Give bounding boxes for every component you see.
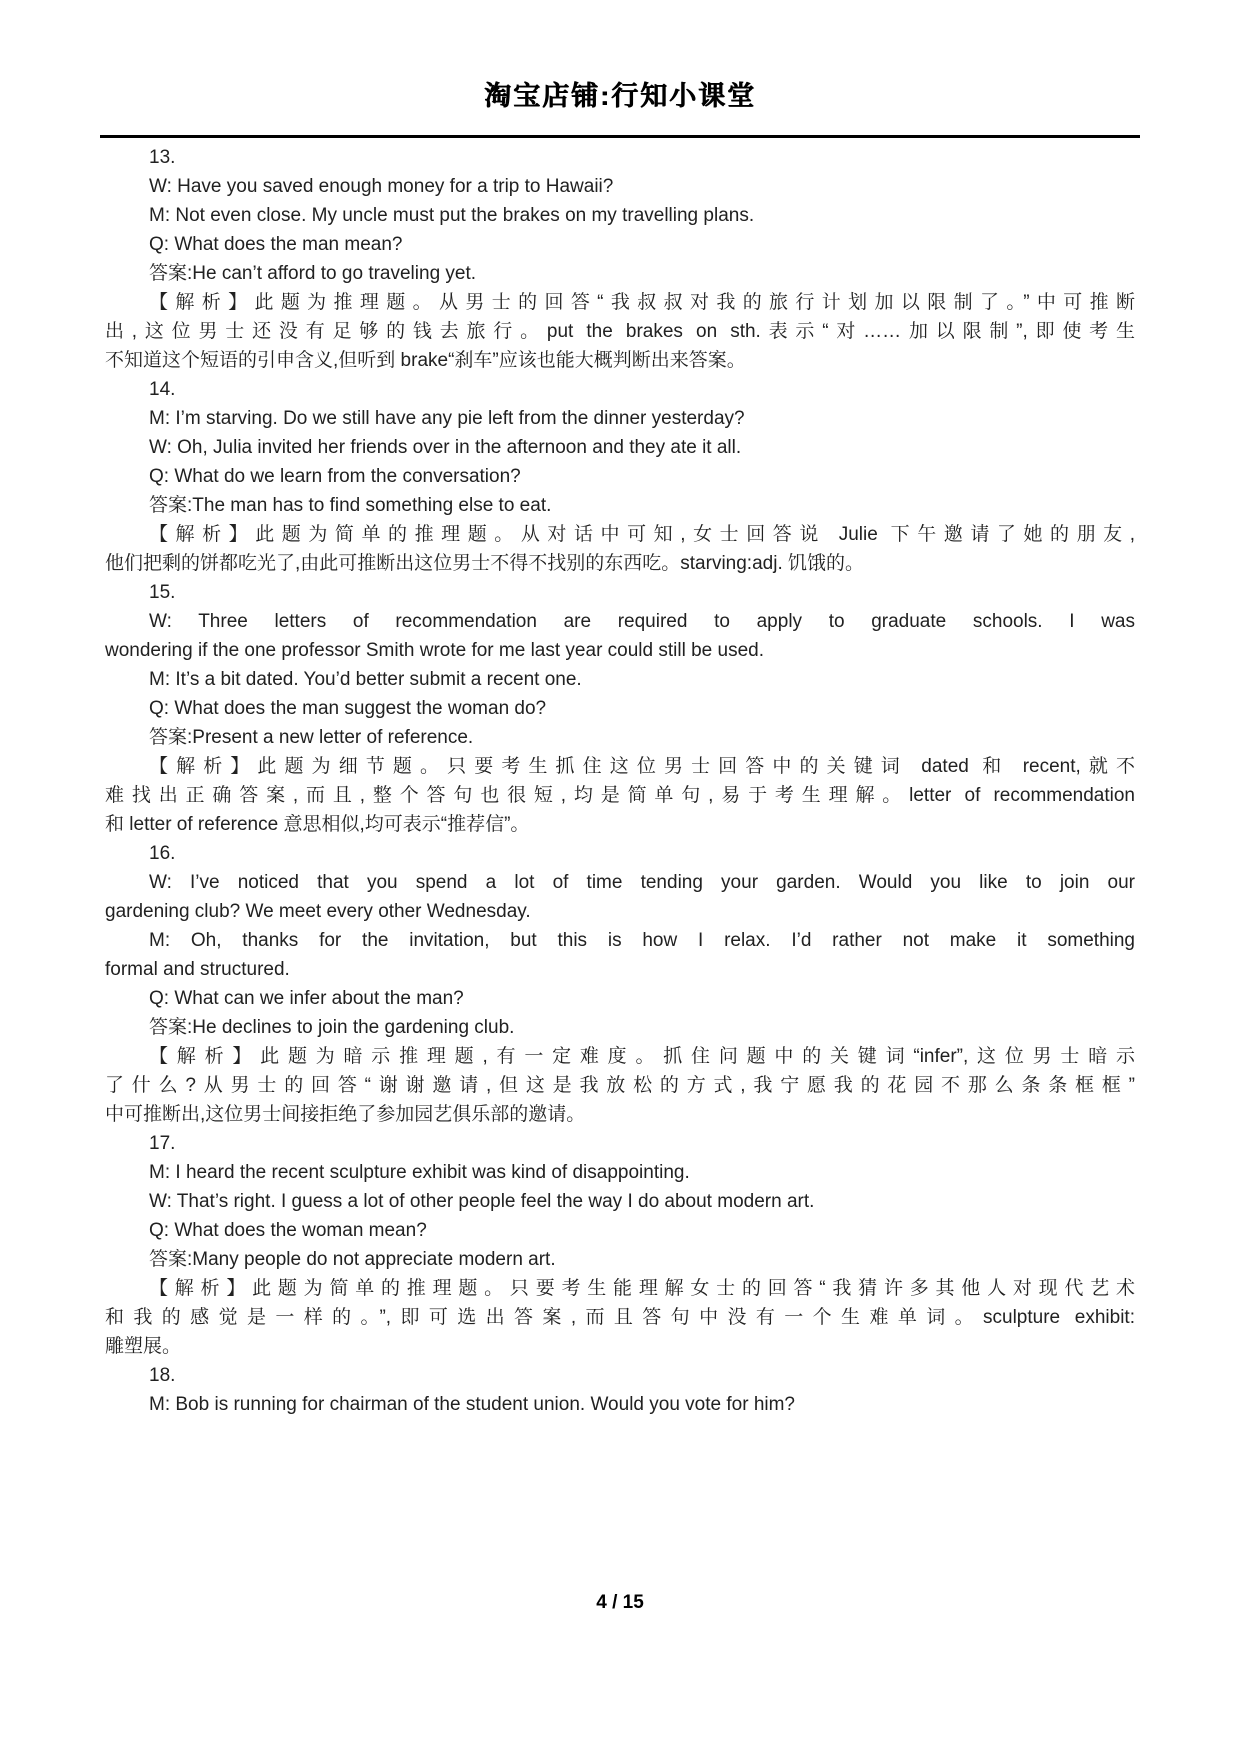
item-number: 15. [149, 582, 176, 603]
question-item-14 [105, 375, 1135, 578]
question-item-13 [105, 143, 1135, 375]
analysis-line: 不知道这个短语的引申含义,但听到 brake“刹车”应该也能大概判断出来答案。 [105, 350, 746, 371]
dialogue-line-m: M: Oh, thanks for the invitation, but this is how I relax. I’d rather not make it something [149, 930, 1135, 951]
analysis-line: 【解析】此题为推理题。从男士的回答“我叔叔对我的旅行计划加以限制了。”中可推断 [149, 292, 1135, 313]
item-number: 14. [149, 379, 176, 400]
question-item-16 [105, 839, 1135, 1129]
item-number: 18. [149, 1365, 176, 1386]
analysis-line: 【解析】此题为简单的推理题。从对话中可知,女士回答说 Julie 下午邀请了她的朋友, [149, 524, 1135, 545]
question-line: Q: What can we infer about the man? [149, 988, 464, 1009]
dialogue-line-w: W: Three letters of recommendation are required to apply to graduate schools. I was [149, 611, 1135, 632]
dialogue-line-w: W: That’s right. I guess a lot of other people feel the way I do about modern art. [149, 1191, 815, 1212]
answer-line: 答案:The man has to find something else to eat. [149, 495, 552, 516]
analysis-line: 出,这位男士还没有足够的钱去旅行。put the brakes on sth.表示“对……加以限制”,即使考生 [105, 321, 1135, 342]
answer-line: 答案:Many people do not appreciate modern art. [149, 1249, 556, 1270]
question-line: Q: What does the woman mean? [149, 1220, 427, 1241]
page-footer [0, 1592, 1240, 1614]
question-item-15 [105, 578, 1135, 839]
analysis-line: 难找出正确答案,而且,整个答句也很短,均是简单句,易于考生理解。letter of recommendation [105, 785, 1135, 806]
answer-line: 答案:He declines to join the gardening club. [149, 1017, 515, 1038]
question-item-17 [105, 1129, 1135, 1361]
page-header [0, 0, 1240, 138]
analysis-line: 【解析】此题为简单的推理题。只要考生能理解女士的回答“我猜许多其他人对现代艺术 [149, 1278, 1135, 1299]
answer-line: 答案:Present a new letter of reference. [149, 727, 474, 748]
dialogue-line-m: M: I heard the recent sculpture exhibit was kind of disappointing. [149, 1162, 690, 1183]
analysis-line: 和 letter of reference 意思相似,均可表示“推荐信”。 [105, 814, 530, 835]
item-number: 16. [149, 843, 176, 864]
question-line: Q: What does the man mean? [149, 234, 403, 255]
analysis-line: 他们把剩的饼都吃光了,由此可推断出这位男士不得不找别的东西吃。starving:adj. 饥饿的。 [105, 553, 865, 574]
analysis-line: 了什么?从男士的回答“谢谢邀请,但这是我放松的方式,我宁愿我的花园不那么条条框框” [105, 1075, 1135, 1096]
question-item-18 [105, 1361, 1135, 1419]
dialogue-line-w: wondering if the one professor Smith wrote for me last year could still be used. [105, 640, 764, 661]
analysis-line: 和我的感觉是一样的。”,即可选出答案,而且答句中没有一个生难单词。sculpture exhibit: [105, 1307, 1135, 1328]
question-line: Q: What does the man suggest the woman do? [149, 698, 547, 719]
dialogue-line-w: W: Oh, Julia invited her friends over in the afternoon and they ate it all. [149, 437, 742, 458]
dialogue-line-w: W: Have you saved enough money for a trip to Hawaii? [149, 176, 614, 197]
dialogue-line-w: W: I’ve noticed that you spend a lot of time tending your garden. Would you like to join our [149, 872, 1135, 893]
dialogue-line-m: M: I’m starving. Do we still have any pie left from the dinner yesterday? [149, 408, 745, 429]
page-number: 4 / 15 [596, 1592, 644, 1613]
dialogue-line-m: M: It’s a bit dated. You’d better submit a recent one. [149, 669, 582, 690]
analysis-line: 中可推断出,这位男士间接拒绝了参加园艺俱乐部的邀请。 [105, 1104, 586, 1125]
analysis-line: 【解析】此题为暗示推理题,有一定难度。抓住问题中的关键词“infer”,这位男士暗示 [149, 1046, 1135, 1067]
item-number: 13. [149, 147, 176, 168]
dialogue-line-w: gardening club? We meet every other Wednesday. [105, 901, 531, 922]
answer-line: 答案:He can’t afford to go traveling yet. [149, 263, 477, 284]
document-body [105, 143, 1135, 1419]
question-line: Q: What do we learn from the conversation? [149, 466, 521, 487]
analysis-line: 雕塑展。 [105, 1336, 182, 1357]
header-divider [100, 135, 1140, 138]
dialogue-line-m: M: Bob is running for chairman of the student union. Would you vote for him? [149, 1394, 795, 1415]
dialogue-line-m: formal and structured. [105, 959, 290, 980]
dialogue-line-m: M: Not even close. My uncle must put the brakes on my travelling plans. [149, 205, 755, 226]
item-number: 17. [149, 1133, 176, 1154]
analysis-line: 【解析】此题为细节题。只要考生抓住这位男士回答中的关键词 dated 和 recent,就不 [149, 756, 1135, 777]
page-title: 淘宝店铺:行知小课堂 [484, 81, 756, 111]
